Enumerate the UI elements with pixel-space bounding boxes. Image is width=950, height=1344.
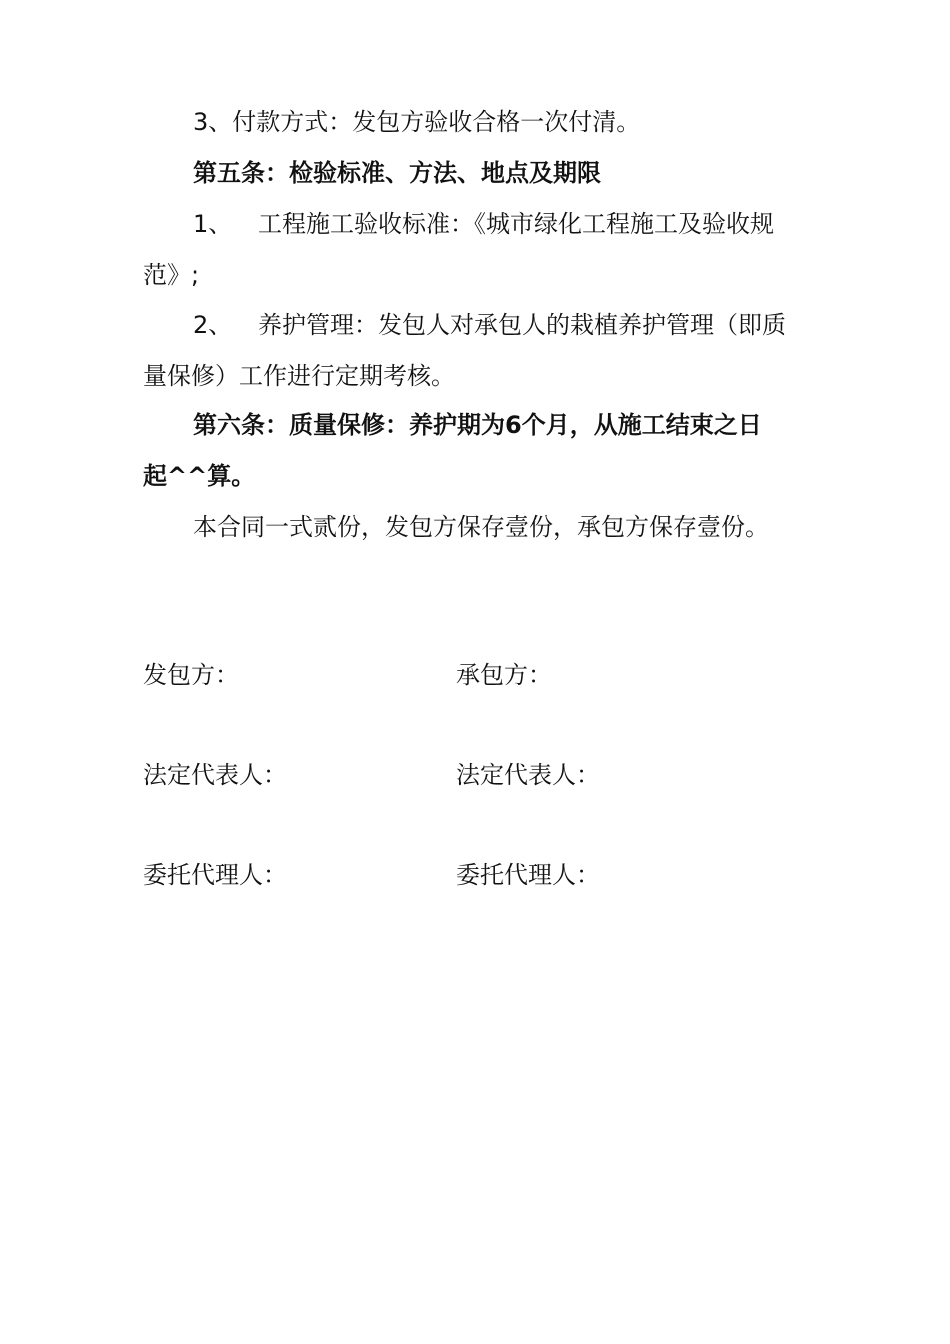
article6-line2: 起^^算。 <box>143 462 256 490</box>
item1-number: 1、 <box>193 210 233 238</box>
party-b-label: 承包方： <box>456 661 552 689</box>
payment-method-clause: 3、付款方式：发包方验收合格一次付清。 <box>193 108 641 136</box>
item2-number: 2、 <box>193 311 233 339</box>
agent-b-label: 委托代理人： <box>456 861 600 889</box>
item1-text-line1: 工程施工验收标准：《城市绿化工程施工及验收规 <box>258 210 774 238</box>
article5-heading: 第五条：检验标准、方法、地点及期限 <box>193 159 601 187</box>
party-a-label: 发包方： <box>143 661 239 689</box>
article6-line1: 第六条：质量保修：养护期为6个月，从施工结束之日 <box>193 411 762 439</box>
agent-a-label: 委托代理人： <box>143 861 287 889</box>
item2-text-line2: 量保修）工作进行定期考核。 <box>143 362 455 390</box>
copies-note: 本合同一式贰份，发包方保存壹份，承包方保存壹份。 <box>193 513 769 541</box>
legal-rep-b-label: 法定代表人： <box>456 761 600 789</box>
item2-text-line1: 养护管理：发包人对承包人的栽植养护管理（即质 <box>258 311 786 339</box>
legal-rep-a-label: 法定代表人： <box>143 761 287 789</box>
item1-text-line2: 范》; <box>143 261 200 289</box>
